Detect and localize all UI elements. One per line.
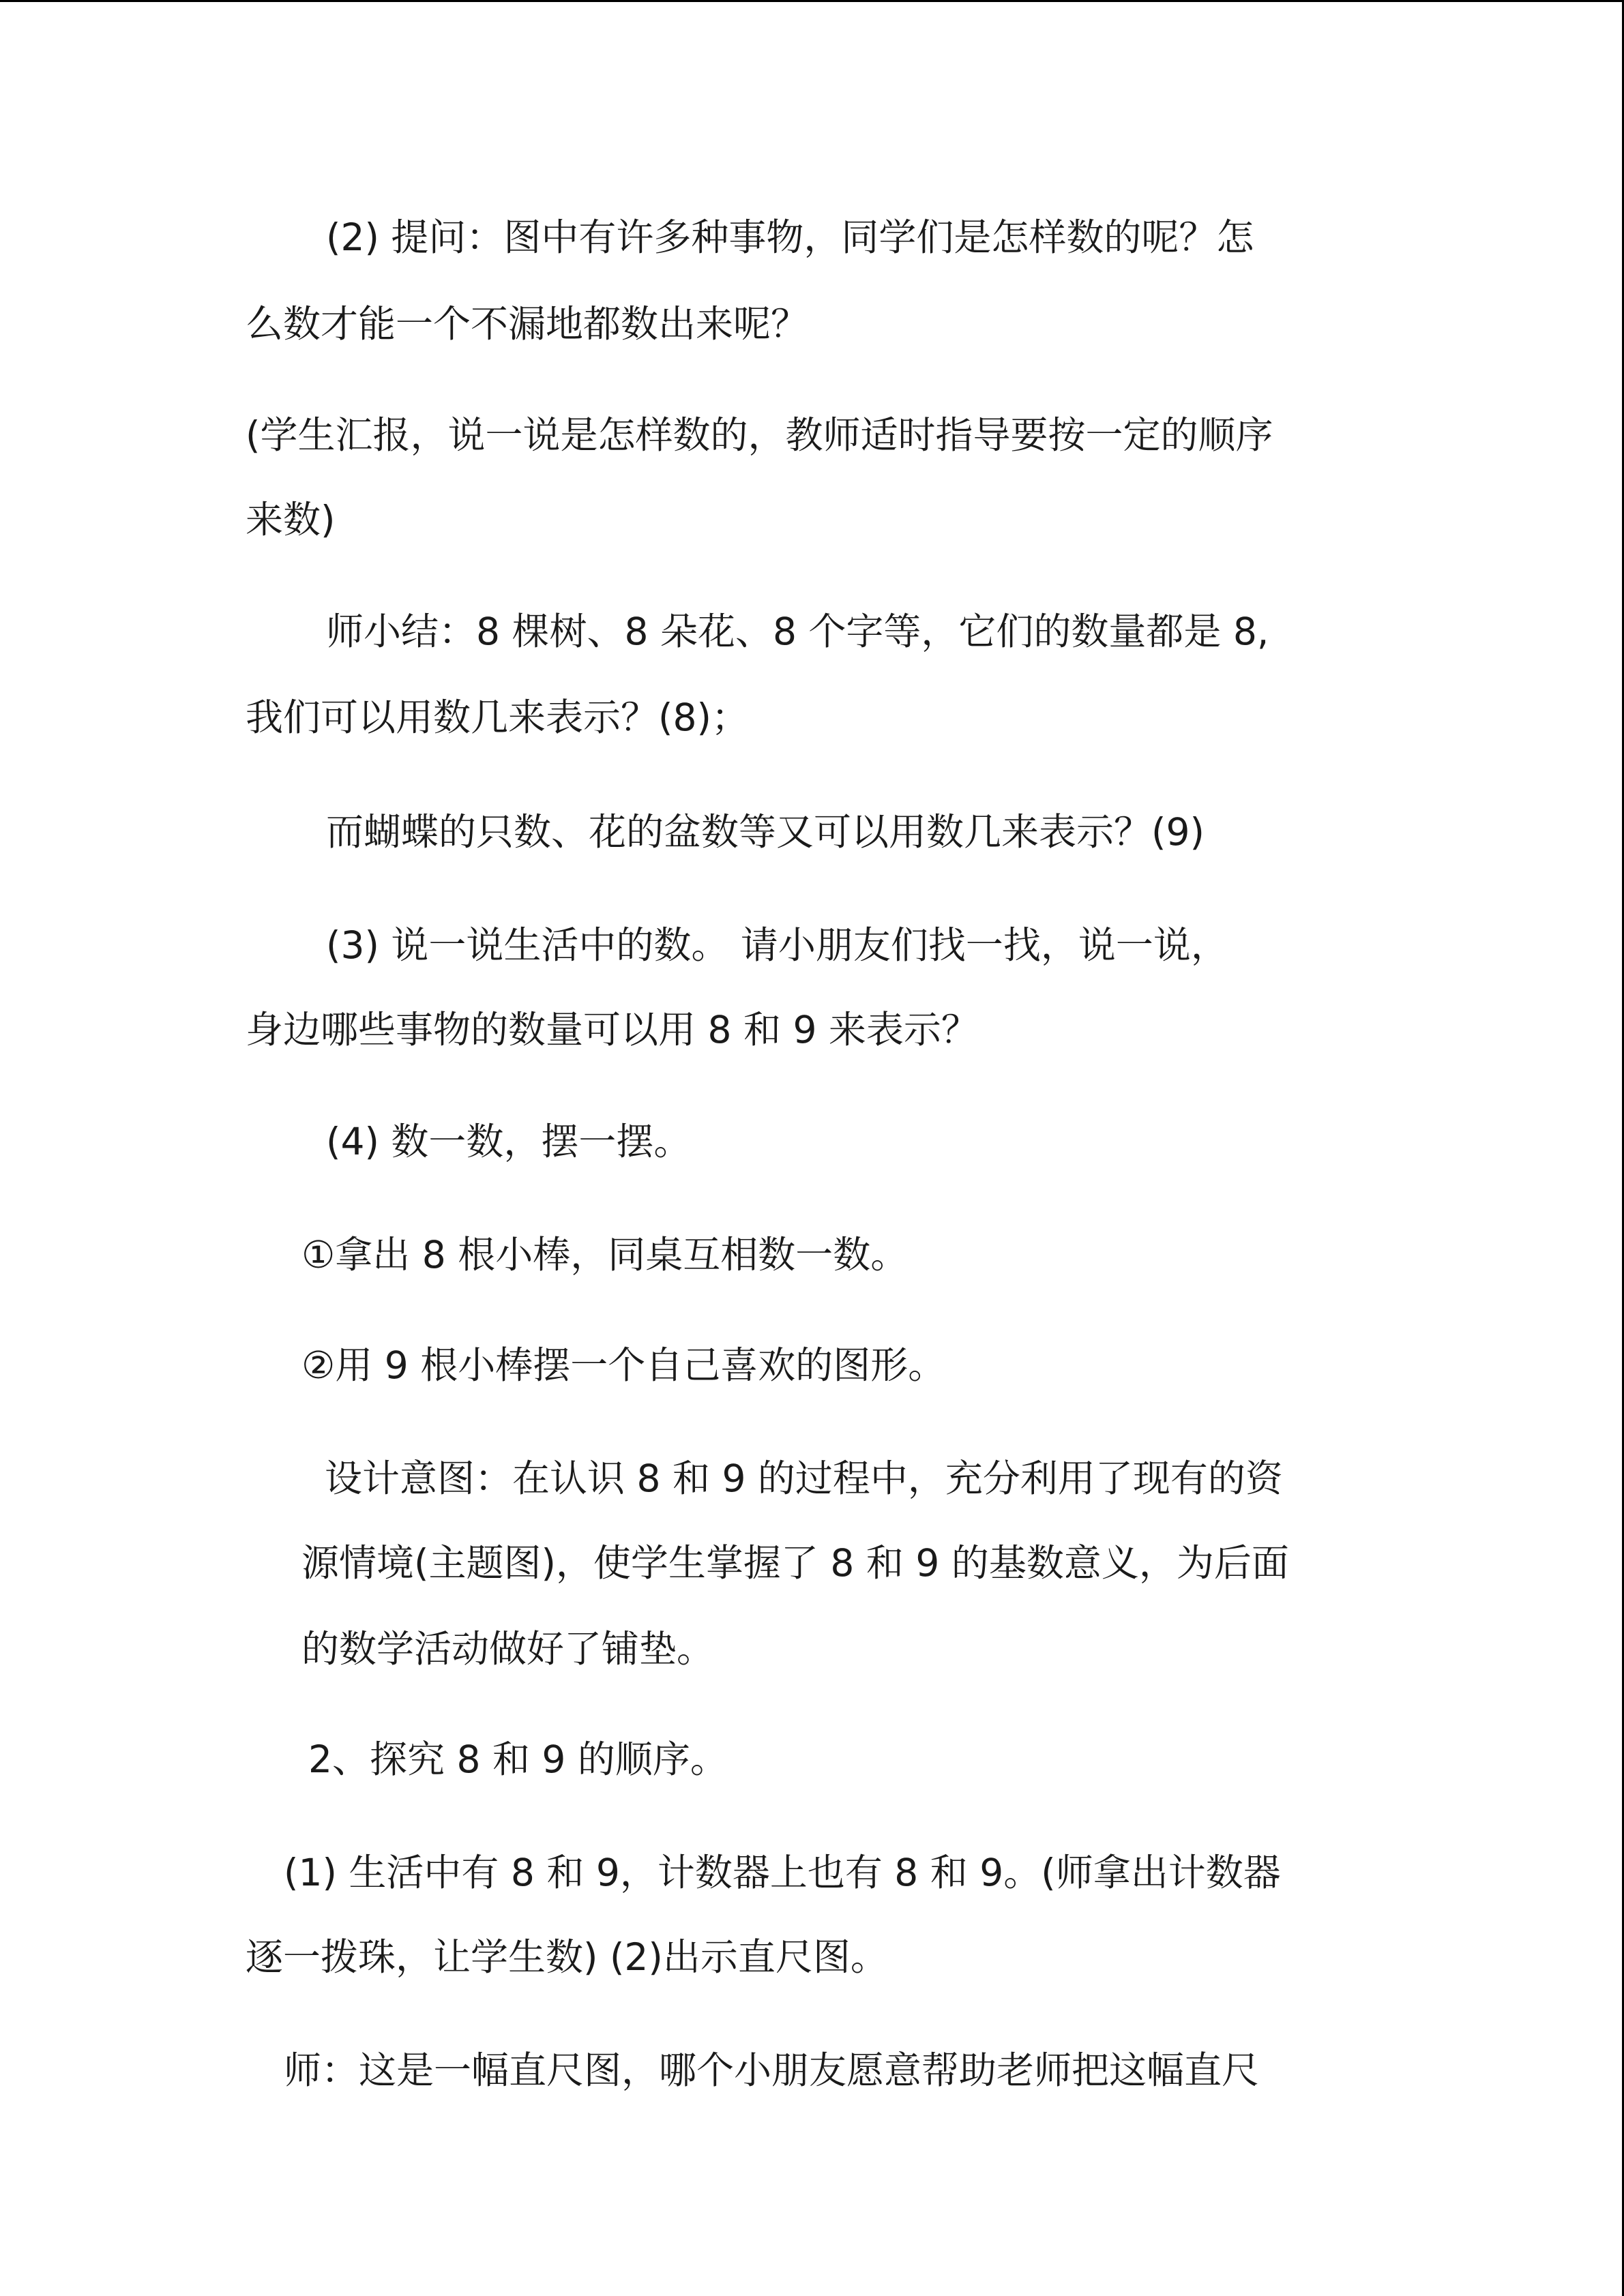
paragraph-teacher-summary-line-2: 我们可以用数几来表示？(8)； — [246, 696, 749, 739]
paragraph-life-numbers-line-2: 身边哪些事物的数量可以用 8 和 9 来表示？ — [246, 1008, 979, 1052]
top-border-rule — [0, 0, 1624, 2]
paragraph-teacher-summary-line-1: 师小结：8 棵树、8 朵花、8 个字等，它们的数量都是 8, — [326, 610, 1269, 653]
list-item-take-8-sticks: ①拿出 8 根小棒，同桌互相数一数。 — [301, 1233, 909, 1277]
paragraph-counter-line-1: (1) 生活中有 8 和 9，计数器上也有 8 和 9。(师拿出计数器 — [284, 1851, 1281, 1894]
list-item-use-9-sticks: ②用 9 根小棒摆一个自己喜欢的图形。 — [301, 1343, 946, 1387]
paragraph-question-line-2: 么数才能一个不漏地都数出来呢？ — [246, 302, 809, 346]
paragraph-life-numbers-line-1: (3) 说一说生活中的数。 请小朋友们找一找，说一说， — [326, 923, 1228, 967]
paragraph-question-line-1: (2) 提问：图中有许多种事物，同学们是怎样数的呢？怎 — [326, 215, 1254, 259]
section-heading-explore-order: 2、探究 8 和 9 的顺序。 — [308, 1738, 728, 1781]
paragraph-design-intent-line-3: 的数学活动做好了铺垫。 — [301, 1627, 715, 1671]
paragraph-counter-line-2: 逐一拨珠，让学生数) (2)出示直尺图。 — [246, 1935, 888, 1979]
paragraph-design-intent-line-2: 源情境(主题图)，使学生掌握了 8 和 9 的基数意义，为后面 — [301, 1541, 1289, 1585]
paragraph-student-report-line-1: (学生汇报，说一说是怎样数的，教师适时指导要按一定的顺序 — [246, 413, 1273, 457]
paragraph-ruler-intro: 师：这是一幅直尺图，哪个小朋友愿意帮助老师把这幅直尺 — [284, 2048, 1260, 2092]
paragraph-count-and-arrange: (4) 数一数，摆一摆。 — [326, 1120, 692, 1163]
paragraph-butterfly-question: 而蝴蝶的只数、花的盆数等又可以用数几来表示？(9) — [326, 810, 1205, 854]
paragraph-design-intent-line-1: 设计意图：在认识 8 和 9 的过程中，充分利用了现有的资 — [325, 1457, 1283, 1500]
paragraph-student-report-line-2: 来数) — [246, 498, 336, 541]
